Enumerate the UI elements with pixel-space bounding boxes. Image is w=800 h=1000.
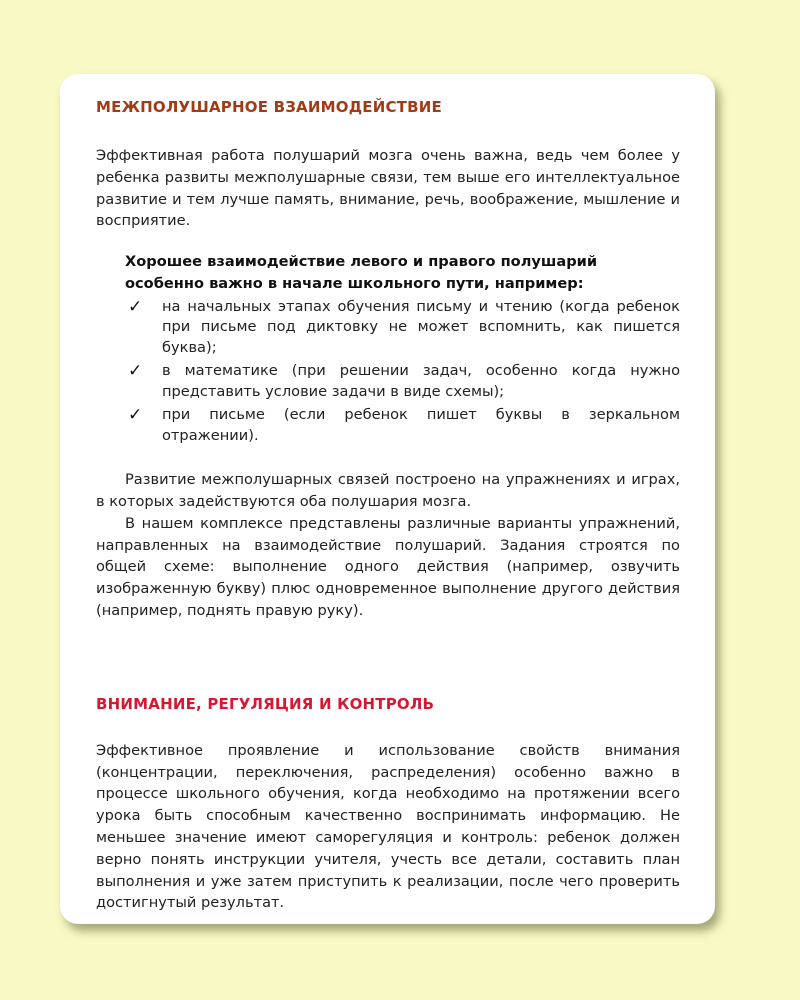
intro-paragraph: Эффективная работа полушарий мозга очень важна, ведь чем более у ребенка развиты межполушарные связи, тем выше его интеллектуальное развитие и тем лучше память, внимание, речь, воображение, мышление и восприятие.	[96, 147, 680, 230]
checkmark-icon: ✓	[128, 405, 143, 426]
list-item-text: на начальных этапах обучения письму и чтению (когда ребенок при письме под диктовку не может вспомнить, как пишется буква);	[162, 297, 680, 356]
checkmark-icon: ✓	[128, 296, 143, 317]
section-heading-attention: ВНИМАНИЕ, РЕГУЛЯЦИЯ И КОНТРОЛЬ	[96, 694, 435, 713]
list-item-text: в математике (при решении задач, особенно когда нужно представить условие задачи в виде схемы);	[162, 362, 680, 400]
list-item	[128, 297, 680, 359]
development-paragraph: Развитие межполушарных связей построено на упражнениях и играх, в которых задействуются оба полушария мозга.	[96, 471, 680, 511]
checkmark-icon: ✓	[128, 361, 143, 382]
checklist	[96, 297, 680, 447]
section-heading-interhemispheric: МЕЖПОЛУШАРНОЕ ВЗАИМОДЕЙСТВИЕ	[96, 98, 442, 116]
list-item	[128, 361, 680, 402]
list-item	[128, 405, 680, 446]
section-attention	[96, 693, 680, 914]
list-item-text: при письме (если ребенок пишет буквы в зеркальном отражении).	[162, 406, 680, 444]
complex-paragraph: В нашем комплексе представлены различные варианты упражнений, направленных на взаимодействие полушарий. Задания строятся по общей схеме: выполнение одного действия (например, озвучить изображенную букву) плюс одновременное выполнение другого действия (например, поднять правую руку).	[96, 514, 680, 620]
lead-paragraph: Хорошее взаимодействие левого и правого полушарий особенно важно в начале школьного пути, например:	[125, 253, 598, 292]
attention-paragraph: Эффективное проявление и использование свойств внимания (концентрации, переключения, распределения) особенно важно в процессе школьного обучения, когда необходимо на протяжении всего урока быть способным качественно воспринимать информацию. Не меньшее значение имеют саморегуляция и контроль: ребенок должен верно понять инструкции учителя, учесть все детали, составить план выполнения и уже затем приступить к реализации, после чего проверить достигнутый результат.	[96, 741, 680, 912]
section-interhemispheric	[96, 96, 680, 622]
content-card	[60, 74, 715, 924]
